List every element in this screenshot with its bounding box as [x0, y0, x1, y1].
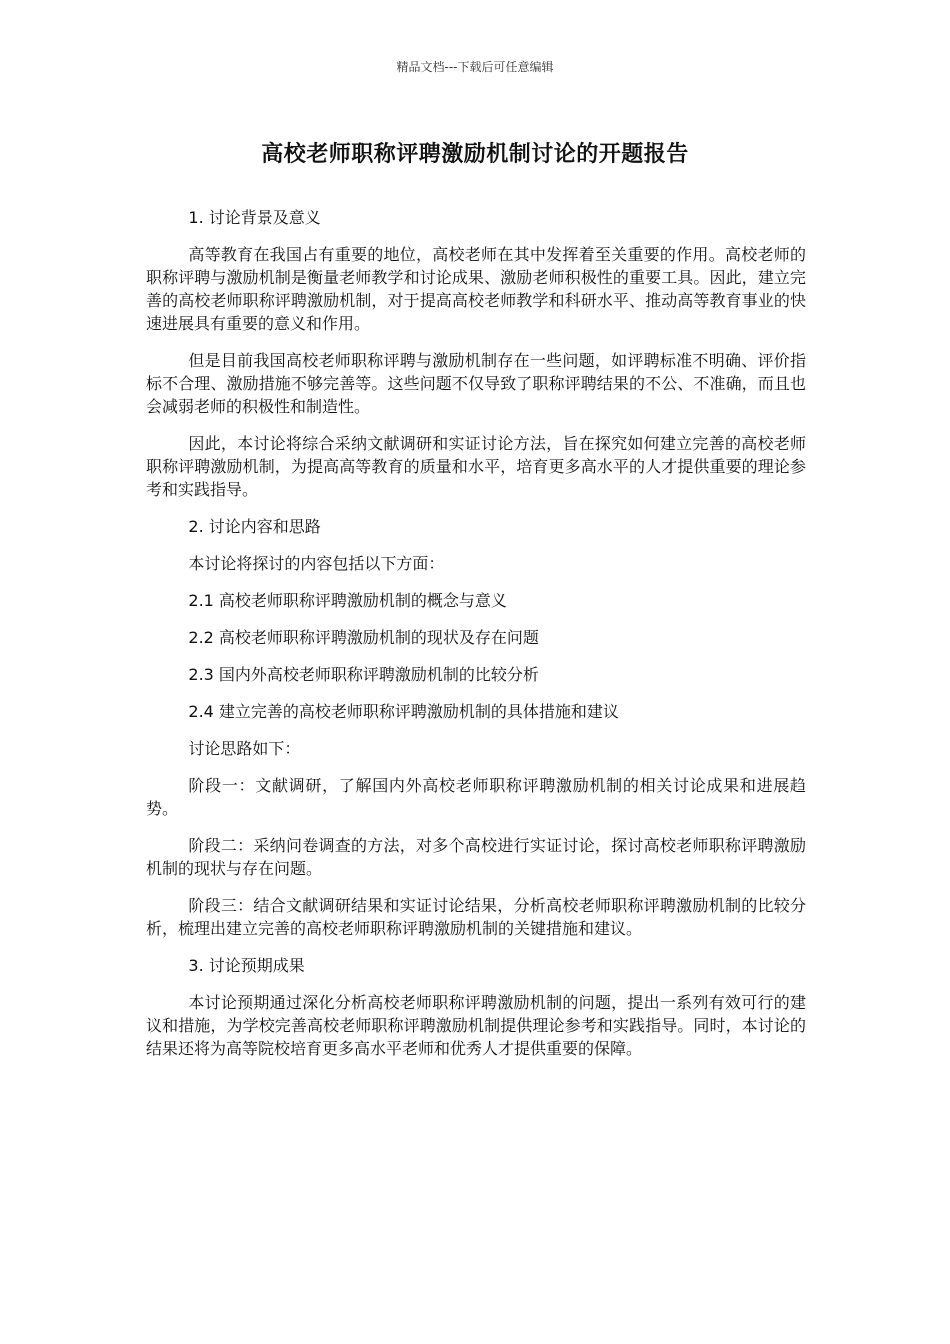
- list-item: 2.4 建立完善的高校老师职称评聘激励机制的具体措施和建议: [188, 702, 619, 721]
- paragraph: 高等教育在我国占有重要的地位，高校老师在其中发挥着至关重要的作用。高校老师的职称评聘与激励机制是衡量老师教学和讨论成果、激励老师积极性的重要工具。因此，建立完善的高校老师职称评聘激励机制，对于提高高校老师教学和科研水平、推动高等教育事业的快速进展具有重要的意义和作用。: [146, 245, 806, 333]
- document-body: [146, 206, 806, 1074]
- paragraph: 但是目前我国高校老师职称评聘与激励机制存在一些问题，如评聘标准不明确、评价指标不合理、激励措施不够完善等。这些问题不仅导致了职称评聘结果的不公、不准确，而且也会减弱老师的积极性和制造性。: [146, 351, 806, 416]
- paragraph: 阶段三：结合文献调研结果和实证讨论结果，分析高校老师职称评聘激励机制的比较分析，梳理出建立完善的高校老师职称评聘激励机制的关键措施和建议。: [146, 896, 806, 938]
- document-title: 高校老师职称评聘激励机制讨论的开题报告: [261, 142, 689, 167]
- section-heading-outcomes: 3. 讨论预期成果: [188, 956, 305, 975]
- paragraph: 阶段二：采纳问卷调查的方法，对多个高校进行实证讨论，探讨高校老师职称评聘激励机制的现状与存在问题。: [146, 836, 806, 878]
- list-item: 2.1 高校老师职称评聘激励机制的概念与意义: [188, 591, 507, 610]
- paragraph: 本讨论将探讨的内容包括以下方面：: [188, 554, 445, 573]
- list-item: 2.2 高校老师职称评聘激励机制的现状及存在问题: [188, 628, 539, 647]
- section-heading-background: 1. 讨论背景及意义: [188, 208, 321, 227]
- paragraph: 阶段一：文献调研，了解国内外高校老师职称评聘激励机制的相关讨论成果和进展趋势。: [146, 776, 806, 818]
- paragraph: 本讨论预期通过深化分析高校老师职称评聘激励机制的问题，提出一系列有效可行的建议和措施，为学校完善高校老师职称评聘激励机制提供理论参考和实践指导。同时，本讨论的结果还将为高等院校培育更多高水平老师和优秀人才提供重要的保障。: [146, 993, 806, 1058]
- paragraph: 讨论思路如下：: [188, 739, 301, 758]
- list-item: 2.3 国内外高校老师职称评聘激励机制的比较分析: [188, 665, 539, 684]
- section-heading-content: 2. 讨论内容和思路: [188, 517, 321, 536]
- paragraph: 因此，本讨论将综合采纳文献调研和实证讨论方法，旨在探究如何建立完善的高校老师职称评聘激励机制，为提高高等教育的质量和水平，培育更多高水平的人才提供重要的理论参考和实践指导。: [146, 434, 806, 499]
- page-header-watermark: 精品文档---下载后可任意编辑: [396, 60, 554, 74]
